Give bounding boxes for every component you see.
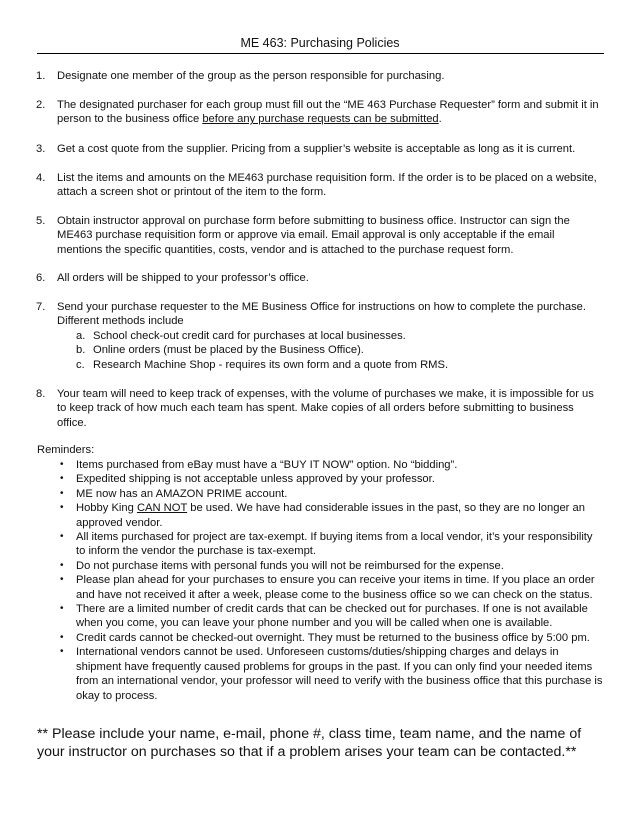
bullet-icon: • [60,473,64,485]
reminder-item [60,530,603,559]
item-number: 8. [36,388,46,400]
item-text: Your team will need to keep track of expenses, with the volume of purchases we make, it is impossible for us to keep track of how much each team has spent. Make copies of all orders before submitting to business office. [57,388,594,429]
item-number: 7. [36,301,46,313]
method-text: School check-out credit card for purchases at local businesses. [93,329,406,342]
reminder-text: Credit cards cannot be checked-out overnight. They must be returned to the business office by 5:00 pm. [76,631,590,644]
reminder-item [60,631,603,645]
bullet-icon: • [60,459,64,470]
reminder-item [60,501,603,530]
title-rule [37,53,604,54]
method-text: Online orders (must be placed by the Business Office). [93,344,364,357]
item-text-end: . [438,113,442,126]
item-number: 5. [36,215,46,227]
reminder-text: Hobby King [76,502,137,515]
reminder-text: Do not purchase items with personal funds you will not be reimbursed for the expense. [76,559,504,572]
method-letter: b. [76,344,86,357]
item-text: Designate one member of the group as the person responsible for purchasing. [57,70,445,82]
bullet-icon: • [60,559,64,571]
reminder-item [60,602,603,631]
reminders-list [60,458,603,703]
item-text: Get a cost quote from the supplier. Pricing from a supplier’s website is acceptable as long as it is current. [57,143,576,155]
reminder-item [60,487,603,501]
reminder-item [60,458,603,472]
item-number: 1. [36,70,46,82]
item-number: 2. [36,99,46,111]
reminder-text: Please plan ahead for your purchases to ensure you can receive your items in time. If you place an order and have not received it after a week, please come to the business office so we can check on the status. [76,574,595,601]
method-letter: a. [76,329,86,342]
bullet-icon: • [60,531,64,543]
reminder-item [60,559,603,573]
method-item [57,358,600,372]
reminders-heading: Reminders: [37,444,95,456]
method-item [57,343,600,357]
policy-item-8 [36,387,600,430]
method-text: Research Machine Shop - requires its own form and a quote from RMS. [93,358,449,371]
reminder-text: Expedited shipping is not acceptable unless approved by your professor. [76,473,435,486]
bullet-icon: • [60,646,64,658]
item-number: 6. [36,272,46,284]
reminder-item [60,573,603,602]
method-list [57,329,600,372]
item-number: 3. [36,143,46,155]
reminder-text: There are a limited number of credit cards that can be checked out for purchases. If one is not available when you come, you can leave your phone number and you will be called when one is available. [76,603,588,630]
policy-item-2 [36,98,600,127]
page-title: ME 463: Purchasing Policies [240,36,400,50]
item-text: All orders will be shipped to your professor’s office. [57,272,309,284]
reminder-text-end: be used. We have had considerable issues in the past, so they are no longer an approved vendor. [76,502,585,529]
policy-item-5 [36,214,600,257]
policy-item-3 [36,142,600,156]
item-text: List the items and amounts on the ME463 purchase requisition form. If the order is to be placed on a website, attach a screen shot or printout of the item to the form. [57,172,597,199]
policy-item-7 [36,300,600,372]
bullet-icon: • [60,631,64,643]
bullet-icon: • [60,502,64,514]
reminder-item [60,645,603,703]
bullet-icon: • [60,574,64,586]
item-text-underlined: before any purchase requests can be submitted [202,113,439,126]
method-letter: c. [76,358,85,371]
reminder-item [60,472,603,486]
policy-item-6 [36,271,600,285]
item-text: The designated purchaser for each group must fill out the “ME 463 Purchase Requester” form and submit it in person to the business office [57,99,599,126]
item-number: 4. [36,172,46,184]
reminder-text: Items purchased from eBay must have a “BUY IT NOW” option. No “bidding”. [76,459,458,471]
policy-item-1 [36,69,600,83]
bullet-icon: • [60,487,64,499]
reminder-text: International vendors cannot be used. Unforeseen customs/duties/shipping charges and delays in shipment have frequently caused problems for groups in the past. If you can only find your needed items from an international vendor, your professor will need to verify with the business office that this purchase is okay to process. [76,646,603,702]
policy-item-4 [36,171,600,200]
reminder-text: ME now has an AMAZON PRIME account. [76,487,288,500]
item-text: Send your purchase requester to the ME Business Office for instructions on how to complete the purchase. Different methods include [57,301,586,328]
bullet-icon: • [60,603,64,615]
closing-note: ** Please include your name, e-mail, phone #, class time, team name, and the name of your instructor on purchases so that if a problem arises your team can be contacted.** [37,726,582,760]
method-item [57,329,600,343]
reminder-text: All items purchased for project are tax-exempt. If buying items from a local vendor, it’s your responsibility to inform the vendor the purchase is tax-exempt. [76,531,593,558]
reminder-text-underlined: CAN NOT [136,502,188,515]
item-text: Obtain instructor approval on purchase form before submitting to business office. Instructor can sign the ME463 purchase requisition form or approve via email. Email approval is only acceptable if the email mentions the specific quantities, costs, vendor and is attached to the purchase request form. [57,215,570,256]
